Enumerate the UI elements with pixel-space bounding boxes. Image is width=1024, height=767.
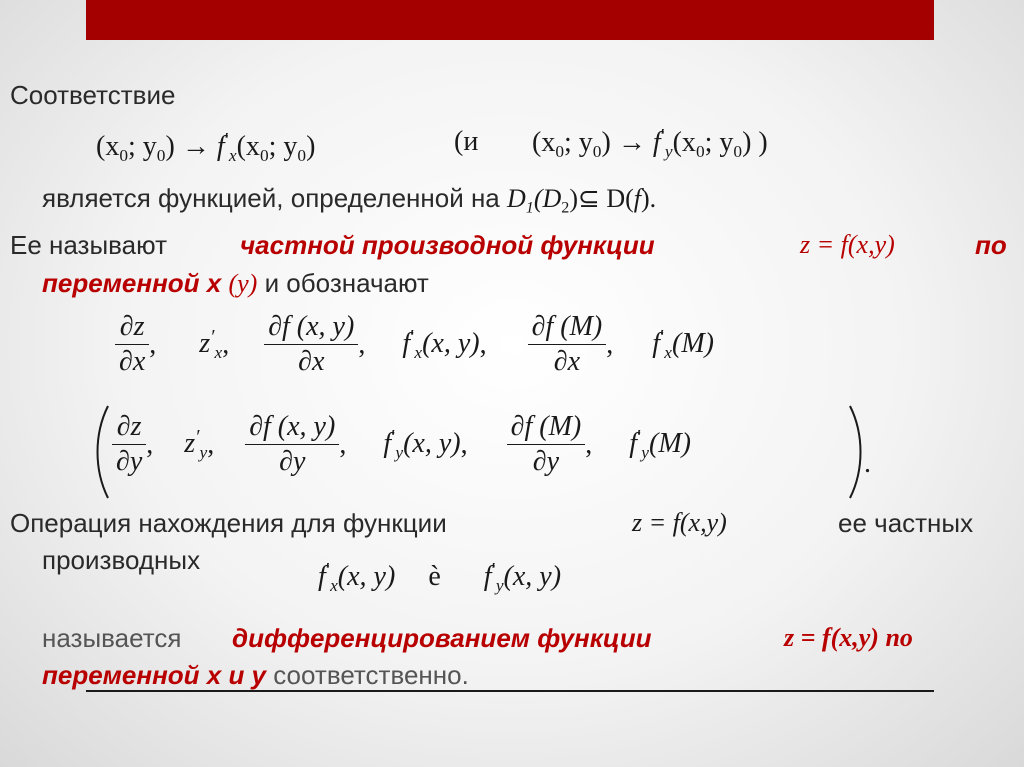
text-z-fxy: z = f(x,y) bbox=[800, 230, 895, 259]
period: . bbox=[864, 448, 871, 479]
text-variable-line: переменной x (y) и обозначают bbox=[42, 268, 429, 298]
text-is-function: является функцией, определенной на $D_1(D_2)⊆$ D(f). bbox=[42, 183, 657, 217]
right-big-paren bbox=[846, 404, 866, 500]
text-is-called: называется bbox=[42, 623, 182, 653]
notations-x: $\frac{\partial z}{\partial x}$ , $z'_x$, $\frac{\partial f (x, y)}{\partial x}$ , $f'_x(x$, y), $\frac{\partial f (M)}{\partial x}$ , $f'_x(M)$ bbox=[115, 310, 714, 379]
frac-df-dx: $\frac{\partial f (x, y)}{\partial x}$ bbox=[264, 310, 358, 379]
text-derivatives: производных bbox=[42, 545, 201, 575]
notations-y: $\frac{\partial z}{\partial y}$ , $z'_y$, $\frac{\partial f (x, y)}{\partial y}$ , $f'_y(x$, y), $\frac{\partial f (M)}{\partial y}$ , $f'_y(M)$ bbox=[112, 410, 691, 479]
formula-and: (и bbox=[454, 126, 479, 157]
left-big-paren bbox=[92, 404, 112, 500]
frac-dz-dy: $\frac{\partial z}{\partial y}$ bbox=[112, 410, 146, 479]
text-z-fxy-po: z = f(x,y) по bbox=[784, 623, 913, 652]
frac-dfM-dx: $\frac{\partial f (M)}{\partial x}$ bbox=[528, 310, 607, 379]
formula-fx-fy: $f'_x(x$, y) è $f'_y(x$, y) bbox=[318, 560, 562, 595]
frac-dfM-dy: $\frac{\partial f (M)}{\partial y}$ bbox=[507, 410, 586, 479]
text-called-a: Ее называют bbox=[10, 230, 167, 260]
text-variables-xy: переменной x и y соответственно. bbox=[42, 660, 469, 690]
formula-fx-mapping: ($x_0$; $y_0) \to f'_x(x_0$; $y_0$) bbox=[96, 130, 316, 165]
text-its-partial: ее частных bbox=[838, 508, 974, 538]
bottom-rule bbox=[86, 690, 934, 692]
text-partial-derivative: частной производной функции bbox=[240, 230, 655, 260]
text-differentiation: дифференцированием функции bbox=[232, 623, 652, 653]
text-z-fxy-2: z = f(x,y) bbox=[632, 508, 727, 537]
text-operation: Операция нахождения для функции bbox=[10, 508, 447, 538]
text-correspondence: Соответствие bbox=[10, 80, 176, 110]
header-bar bbox=[86, 0, 934, 40]
frac-df-dy: $\frac{\partial f (x, y)}{\partial y}$ bbox=[245, 410, 339, 479]
text-po: по bbox=[975, 230, 1007, 260]
frac-dz-dx: $\frac{\partial z}{\partial x}$ bbox=[115, 310, 149, 379]
formula-fy-mapping: ($x_0$; $y_0) \to f'_y(x_0$; $y_0$) ) bbox=[532, 126, 768, 161]
